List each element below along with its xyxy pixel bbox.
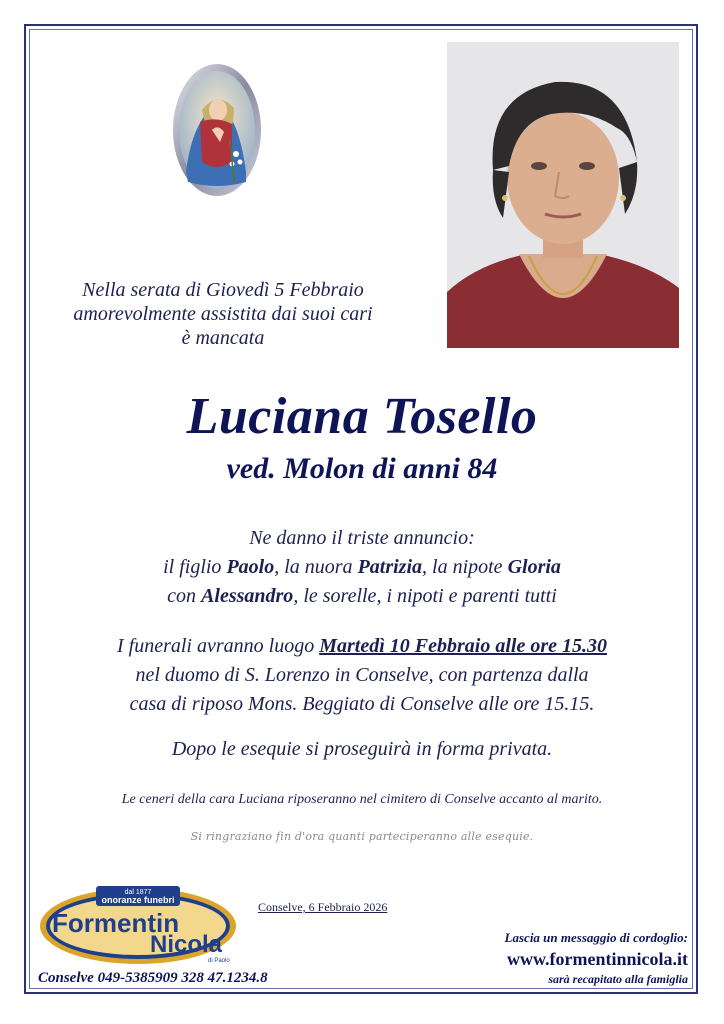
death-intro [40, 278, 406, 350]
date-place: Conselve, 6 Febbraio 2026 [258, 900, 388, 914]
condolence-box [505, 930, 688, 987]
deceased-subname: ved. Molon di anni 84 [226, 452, 498, 485]
funeral-line-3: casa di riposo Mons. Beggiato di Conselve alle ore 15.15. [129, 693, 595, 715]
website-link[interactable]: www.formentinnicola.it [507, 949, 688, 969]
ashes-note: Le ceneri della cara Luciana riposeranno nel cimitero di Conselve accanto al marito. [121, 792, 603, 807]
intro-line: amorevolmente assistita dai suoi cari [73, 303, 373, 325]
funeral-line-1 [40, 632, 684, 661]
madonna-medallion [172, 62, 262, 198]
funeral-details [40, 632, 684, 719]
family-line-2 [40, 553, 684, 582]
intro-line: è mancata [181, 327, 265, 349]
funeral-datetime: Martedì 10 Febbraio alle ore 15.30 [319, 635, 607, 657]
logo-since: dal 1877 [124, 889, 152, 896]
family-text: con [167, 585, 202, 607]
funeral-line-2: nel duomo di S. Lorenzo in Conselve, con partenza dalla [135, 664, 589, 686]
deceased-name: Luciana Tosello [186, 388, 538, 445]
logo-tagline: onoranze funebri [101, 895, 175, 905]
logo-word1: Formentin [52, 908, 180, 938]
funeral-lead: I funerali avranno luogo [117, 635, 320, 657]
family-member-name: Paolo [226, 556, 275, 578]
private-line: Dopo le esequie si proseguirà in forma privata. [171, 738, 553, 760]
family-text: , le sorelle, i nipoti e parenti tutti [293, 585, 557, 607]
family-line-3 [40, 582, 684, 611]
family-announcement [40, 524, 684, 611]
family-text: , la nuora [274, 556, 358, 578]
family-member-name: Alessandro [201, 585, 294, 607]
family-text: il figlio [163, 556, 227, 578]
thanks-note: Si ringraziano fin d'ora quanti parteciperanno alle esequie. [190, 830, 534, 843]
condolence-note: sarà recapitato alla famiglia [548, 972, 688, 986]
family-member-name: Gloria [507, 556, 561, 578]
funeral-home-logo [38, 884, 238, 966]
condolence-prompt: Lascia un messaggio di cordoglio: [504, 930, 688, 945]
family-member-name: Patrizia [357, 556, 423, 578]
intro-line: Nella serata di Giovedì 5 Febbraio [82, 279, 364, 301]
logo-sub: di Paolo [208, 958, 230, 964]
family-line-1: Ne danno il triste annuncio: [249, 527, 475, 549]
family-text: , la nipote [422, 556, 508, 578]
private-note [40, 735, 684, 764]
logo-word2: Nicola [150, 931, 223, 958]
deceased-portrait [447, 42, 679, 348]
phone-numbers: Conselve 049-5385909 328 47.1234.8 [38, 970, 268, 986]
